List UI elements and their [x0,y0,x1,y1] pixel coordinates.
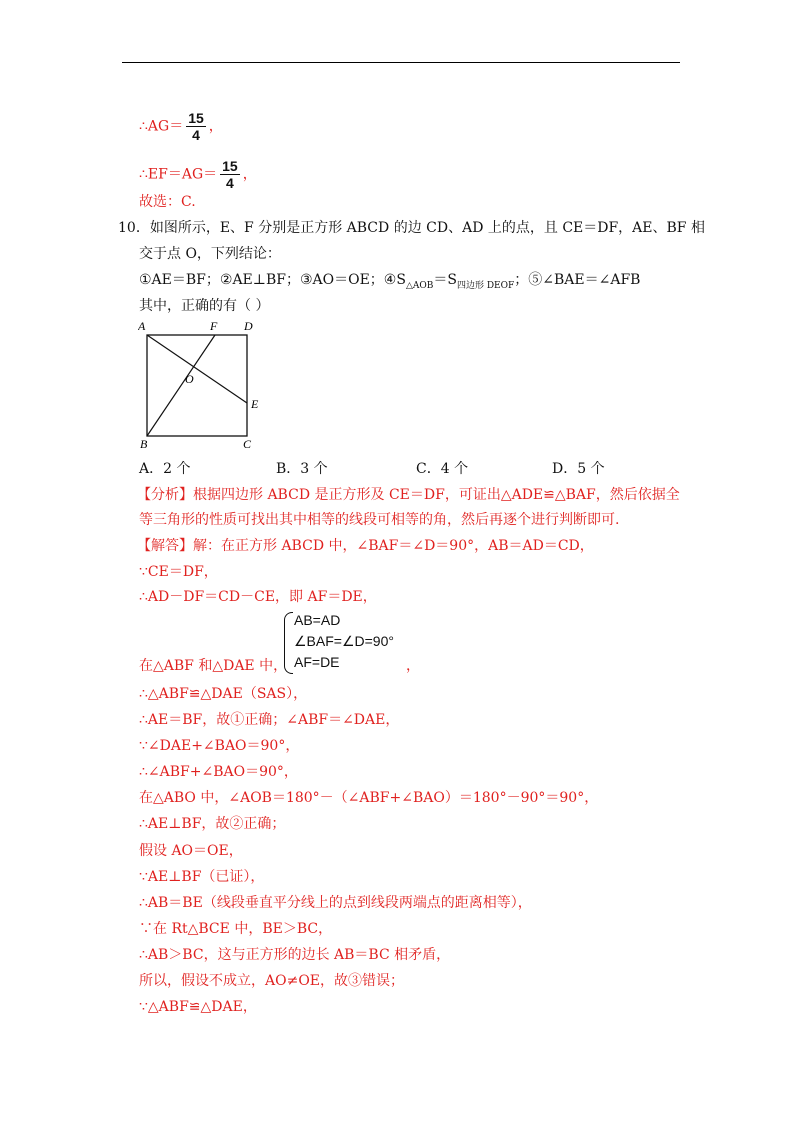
solution-line-13: ∴AB＝BE（线段垂直平分线上的点到线段两端点的距离相等）， [139,895,532,911]
solution-line-4-comma: ， [406,658,420,674]
label-b: B [140,437,148,450]
segment-bf [147,335,215,436]
solution-line-12: ∵AE⊥BF（已证）， [139,869,265,885]
option-c: C．4 个 [416,461,469,477]
label-f: F [210,319,218,333]
label-e: E [251,397,259,411]
solution-line-5: ∴△ABF≌△DAE（SAS）， [139,686,308,702]
analysis-line-2: 等三角形的性质可找出其中相等的线段可相等的角，然后再逐个进行判断即可. [139,512,620,528]
analysis-line-1: 【分析】根据四边形 ABCD 是正方形及 CE＝DF，可证出△ADE≌△BAF，然后依据全 [137,487,680,503]
conclusions: ①AE＝BF；②AE⊥BF；③AO＝OE；$④S_{\triangle AOB}=S_{四边形 DEOF}$；⑤∠BAE＝∠AFB [139,272,641,291]
solution-line-11: 假设 AO＝OE， [139,843,243,859]
fraction: $\frac{15}{4}$ [222,158,238,191]
label-a: A [138,319,146,333]
option-a: A．2 个 [139,461,191,477]
equation-1: AB=AD [294,612,341,628]
equation-system [284,612,424,674]
solution-line-16: 所以，假设不成立，AO≠OE，故③错误； [139,973,405,989]
label-o: O [185,372,194,386]
solution-line-7: ∵∠DAE+∠BAO＝90°， [139,738,300,754]
question-line-1: 10．如图所示，E、F 分别是正方形 ABCD 的边 CD、AD 上的点，且 CE＝DF，AE、BF 相 [118,220,705,236]
solution-line-8: ∴∠ABF+∠BAO＝90°， [139,764,298,780]
option-b: B．3 个 [276,461,328,477]
ag-result: ∴AG＝ $\frac{15}{4}$ ， [139,110,223,143]
segment-ae [147,335,247,403]
solution-line-1: 【解答】解：在正方形 ABCD 中，∠BAF＝∠D＝90°，AB＝AD＝CD， [137,538,594,554]
equation-3: AF=DE [294,654,340,670]
solution-line-2: ∵CE＝DF， [139,564,218,580]
header-rule [122,62,680,63]
fraction: $\frac{15}{4}$ [188,110,204,143]
question-ask: 其中，正确的有（ ） [139,298,270,314]
ef-result: ∴EF＝AG＝ $\frac{15}{4}$ ， [139,158,257,191]
solution-line-17: ∵△ABF≌△DAE， [139,999,257,1015]
solution-line-10: ∴AE⊥BF，故②正确； [139,816,286,832]
solution-line-9: 在△ABO 中，∠AOB＝180°－（∠ABF+∠BAO）＝180°－90°＝90°， [139,790,599,806]
label-c: C [243,437,252,450]
question-line-2: 交于点 O，下列结论： [139,246,281,262]
solution-line-4: 在△ABF 和△DAE 中， [139,658,288,674]
option-d: D．5 个 [552,461,605,477]
label-d: D [244,319,253,333]
solution-line-3: ∴AD－DF＝CD－CE，即 AF＝DE， [139,589,377,605]
solution-line-14: ∵在 Rt△BCE 中，BE＞BC， [139,921,333,937]
equation-2: ∠BAF=∠D=90° [294,633,394,649]
solution-line-15: ∴AB＞BC，这与正方形的边长 AB＝BC 相矛盾， [139,947,451,963]
solution-line-6: ∴AE＝BF，故①正确；∠ABF＝∠DAE， [139,712,400,728]
square-figure [138,318,268,450]
square-abcd [147,335,247,436]
answer-choice: 故选：C. [139,194,196,210]
